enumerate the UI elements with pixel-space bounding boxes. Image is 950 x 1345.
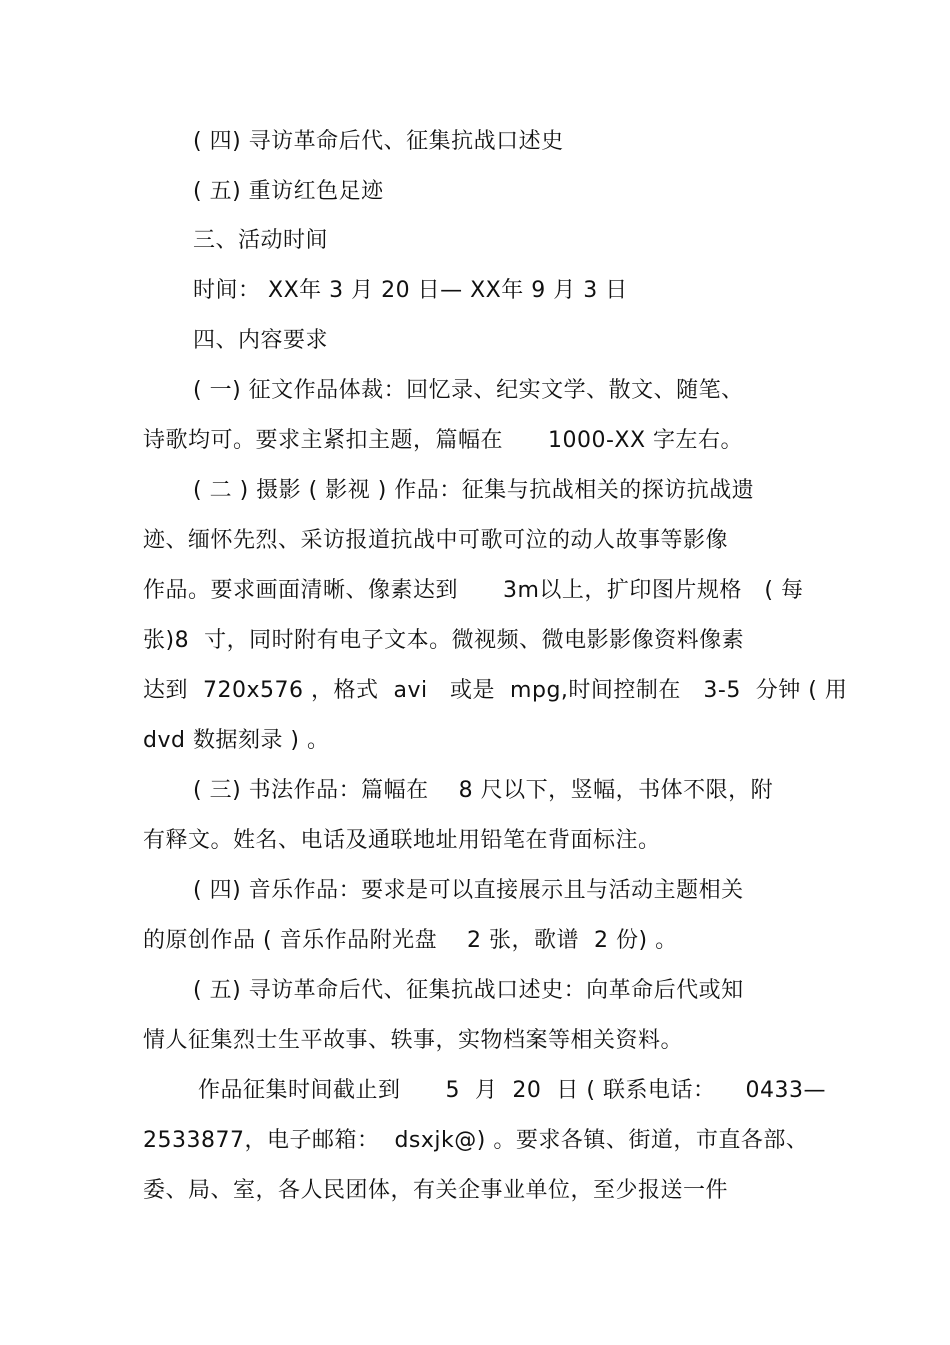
text-line: 的原创作品 ( 音乐作品附光盘 2 张，歌谱 2 份) 。 bbox=[143, 928, 678, 953]
text-line: 作品。要求画面清晰、像素达到 3m以上，扩印图片规格 ( 每 bbox=[143, 578, 804, 603]
text-line: ( 三) 书法作品：篇幅在 8 尺以下，竖幅，书体不限，附 bbox=[193, 778, 774, 803]
text-line: 达到 720x576 ，格式 avi 或是 mpg,时间控制在 3-5 分钟 ( 用 bbox=[143, 678, 848, 703]
text-line: 诗歌均可。要求主紧扣主题，篇幅在 1000-XX 字左右。 bbox=[143, 428, 744, 453]
text-line: ( 五) 寻访革命后代、征集抗战口述史：向革命后代或知 bbox=[193, 978, 744, 1003]
text-line: 有释文。姓名、电话及通联地址用铅笔在背面标注。 bbox=[143, 828, 661, 853]
text-line: 2533877，电子邮箱： dsxjk@) 。要求各镇、街道，市直各部、 bbox=[143, 1128, 809, 1153]
text-line: 迹、缅怀先烈、采访报道抗战中可歌可泣的动人故事等影像 bbox=[143, 528, 729, 553]
text-line: ( 一) 征文作品体裁：回忆录、纪实文学、散文、随笔、 bbox=[193, 378, 744, 403]
text-line: 作品征集时间截止到 5 月 20 日 ( 联系电话： 0433— bbox=[198, 1078, 826, 1103]
text-line: ( 二 ) 摄影 ( 影视 ) 作品：征集与抗战相关的探访抗战遗 bbox=[193, 478, 755, 503]
text-line: dvd 数据刻录 ) 。 bbox=[143, 728, 330, 753]
text-line: 情人征集烈士生平故事、轶事，实物档案等相关资料。 bbox=[143, 1028, 684, 1053]
text-line: ( 四) 寻访革命后代、征集抗战口述史 bbox=[193, 129, 564, 154]
text-line: 时间： XX年 3 月 20 日— XX年 9 月 3 日 bbox=[193, 278, 628, 303]
section-heading: 四、内容要求 bbox=[193, 328, 329, 353]
section-heading: 三、活动时间 bbox=[193, 228, 329, 253]
text-line: 张)8 寸，同时附有电子文本。微视频、微电影影像资料像素 bbox=[143, 628, 745, 653]
text-line: 委、局、室，各人民团体，有关企事业单位，至少报送一件 bbox=[143, 1178, 729, 1203]
text-line: ( 四) 音乐作品：要求是可以直接展示且与活动主题相关 bbox=[193, 878, 744, 903]
text-line: ( 五) 重访红色足迹 bbox=[193, 179, 384, 204]
